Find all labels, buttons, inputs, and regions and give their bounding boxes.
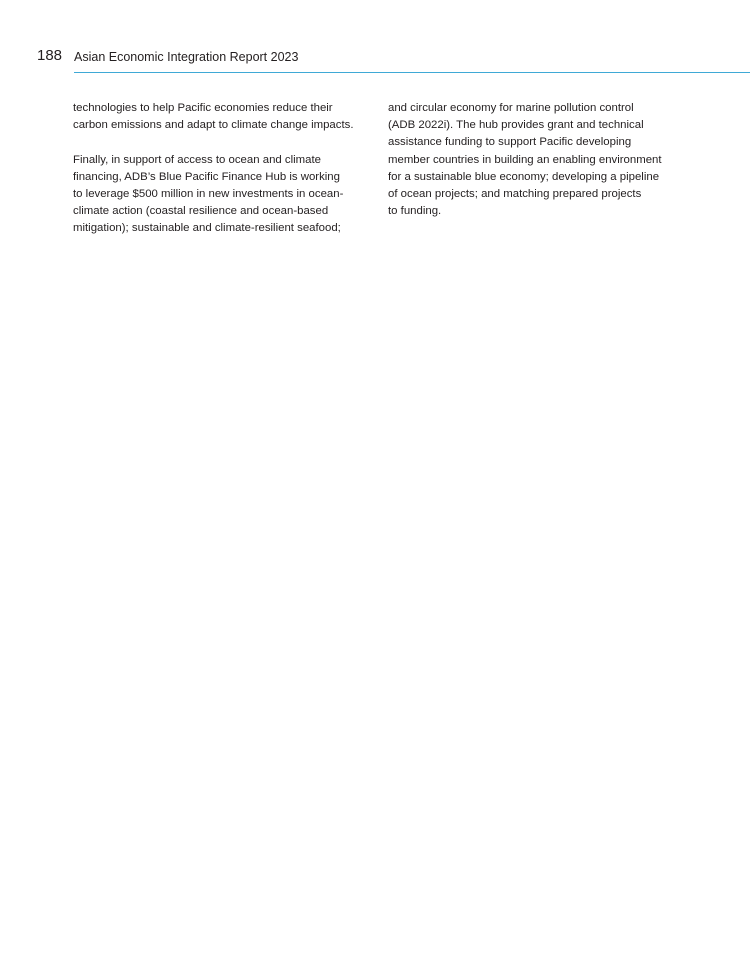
text-line: to leverage $500 million in new investments in ocean-	[73, 188, 344, 200]
text-line: member countries in building an enabling environment	[388, 153, 662, 166]
text-line: technologies to help Pacific economies reduce their	[73, 102, 333, 114]
text-line: (ADB 2022i). The hub provides grant and technical	[388, 119, 644, 132]
text-line: carbon emissions and adapt to climate change impacts.	[73, 119, 354, 132]
text-line: Finally, in support of access to ocean and climate	[73, 153, 321, 166]
right-column	[388, 100, 688, 220]
page-number: 188	[37, 47, 63, 64]
text-line: financing, ADB’s Blue Pacific Finance Hub is working	[73, 170, 340, 183]
text-line: of ocean projects; and matching prepared projects	[388, 188, 642, 201]
paragraph-blue-pacific-finance-hub	[73, 152, 373, 238]
text-line: and circular economy for marine pollution control	[388, 102, 634, 114]
text-line: assistance funding to support Pacific developing	[388, 136, 632, 149]
text-line: climate action (coastal resilience and ocean-based	[73, 205, 329, 218]
paragraph-gap	[73, 134, 373, 151]
text-line: for a sustainable blue economy; developing a pipeline	[388, 170, 660, 183]
report-title: Asian Economic Integration Report 2023	[74, 50, 299, 64]
paragraph-circular-economy	[388, 100, 688, 220]
paragraph-technologies	[73, 100, 373, 134]
header-rule	[74, 72, 750, 73]
left-column	[73, 100, 373, 238]
text-line: to funding.	[388, 205, 442, 218]
running-header	[0, 0, 750, 74]
text-line: mitigation); sustainable and climate-resilient seafood;	[73, 222, 341, 235]
